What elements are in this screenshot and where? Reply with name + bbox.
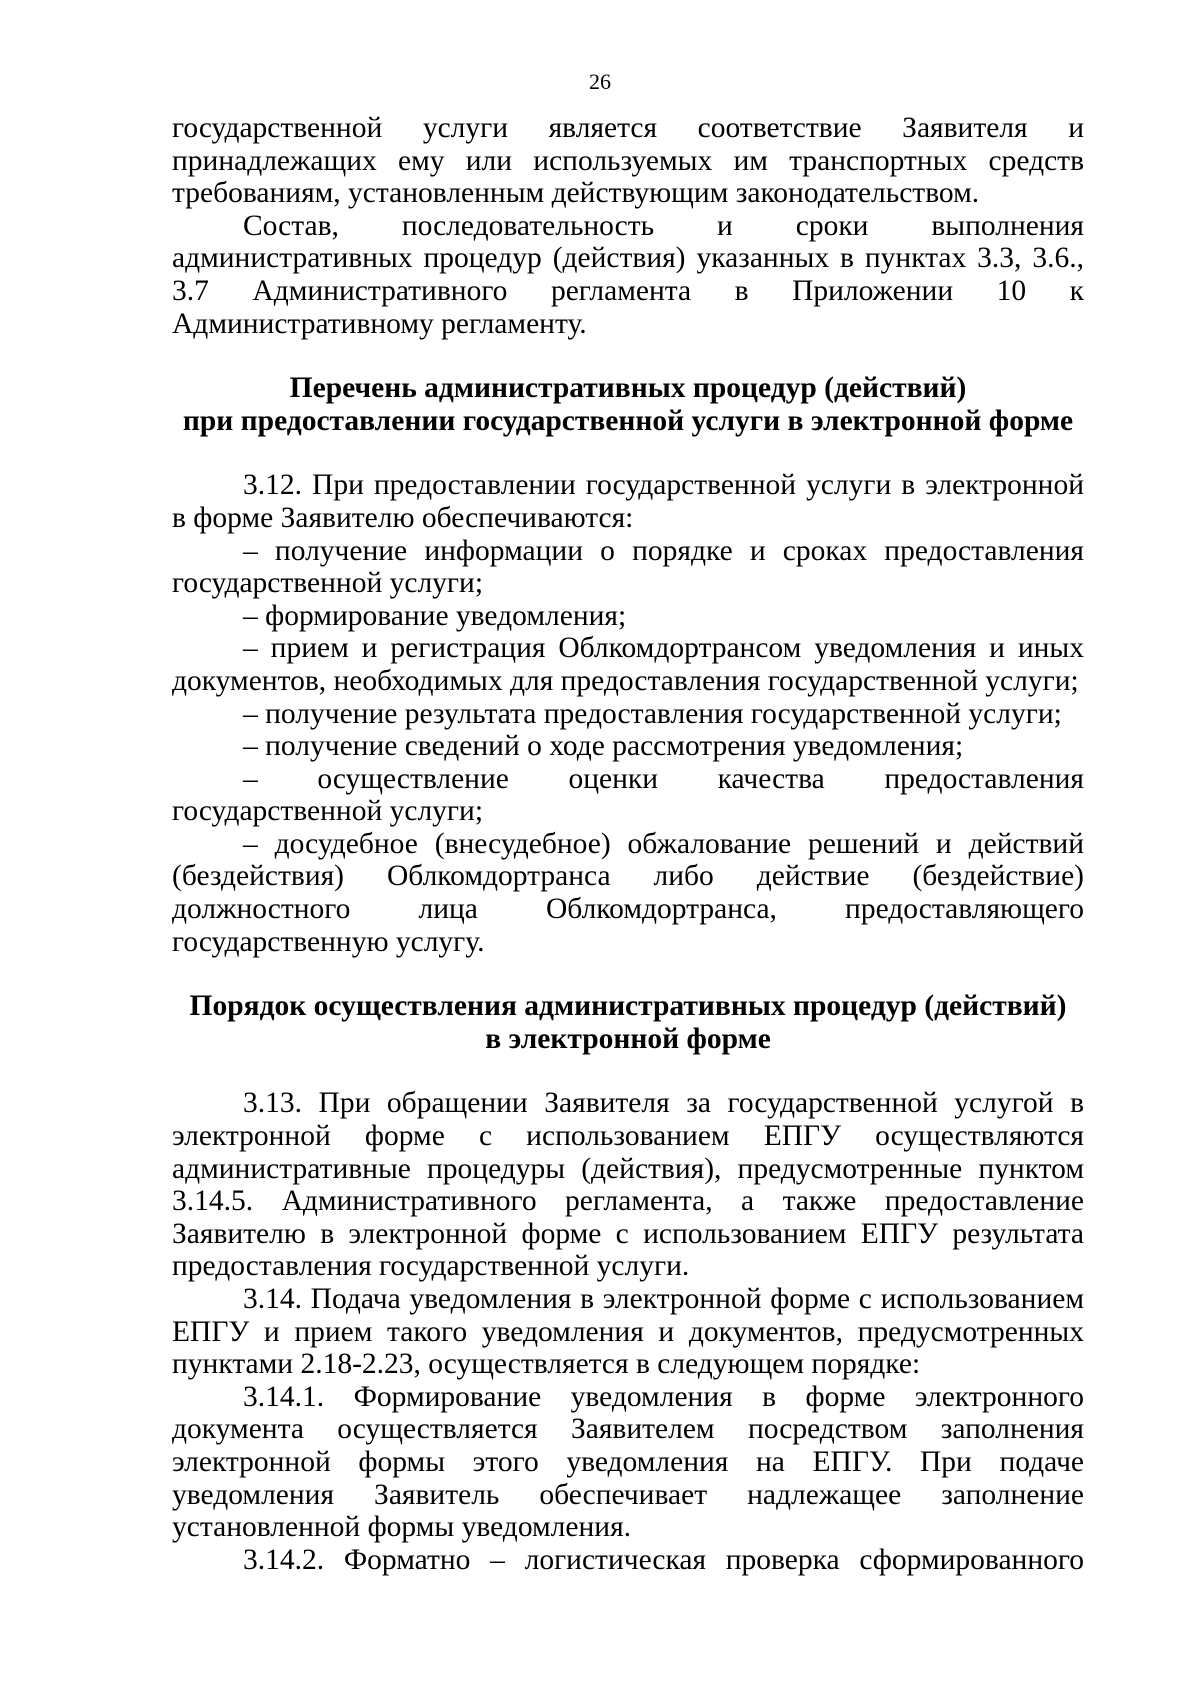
paragraph-continuation: государственной услуги является соответствие Заявителя и принадлежащих ему или используемых им транспортных средств требованиям, установленным действующим законодательством.: [172, 112, 1084, 210]
heading-procedures-order: [172, 990, 1084, 1055]
page-number: 26: [589, 69, 611, 94]
list-item: – формирование уведомления;: [243, 599, 627, 632]
heading-procedures-order-line1: Порядок осуществления административных процедур (действий): [189, 990, 1067, 1023]
list-item: – прием и регистрация Облкомдортрансом уведомления и иных документов, необходимых для предоставления государственной услуги;: [172, 632, 1084, 697]
list-item: – осуществление оценки качества предоставления государственной услуги;: [172, 762, 1084, 828]
paragraph-3-14-1: 3.14.1. Формирование уведомления в форме электронного документа осуществляется Заявителем посредством заполнения электронной формы этого уведомления на ЕПГУ. При подаче уведомления Заявитель обеспечивает надлежащее заполнение установленной формы уведомления.: [172, 1380, 1084, 1544]
paragraph-3-14-2: 3.14.2. Форматно – логистическая проверка сформированного: [243, 1543, 1084, 1576]
paragraph-3-14: 3.14. Подача уведомления в электронной форме с использованием ЕПГУ и прием такого уведомления и документов, предусмотренных пунктами 2.18-2.23, осуществляется в следующем порядке:: [172, 1283, 1084, 1381]
document-body: [172, 112, 1084, 1576]
heading-procedures-order-line2: в электронной форме: [485, 1022, 771, 1055]
list-item: – получение сведений о ходе рассмотрения уведомления;: [243, 730, 964, 763]
heading-procedures-list-line2: при предоставлении государственной услуги в электронной форме: [182, 404, 1074, 437]
heading-procedures-list-line1: Перечень административных процедур (действий): [289, 372, 967, 405]
paragraph-3-12-intro: 3.12. При предоставлении государственной услуги в электронной в форме Заявителю обеспечиваются:: [172, 469, 1084, 534]
heading-procedures-list: [172, 372, 1084, 437]
list-item: – досудебное (внесудебное) обжалование решений и действий (бездействия) Облкомдортранса либо действие (бездействие) должностного лица Облкомдортранса, предоставляющего государственную услугу.: [172, 827, 1084, 958]
list-item: – получение информации о порядке и сроках предоставления государственной услуги;: [172, 534, 1084, 600]
paragraph-composition: Состав, последовательность и сроки выполнения административных процедур (действия) указанных в пунктах 3.3, 3.6., 3.7 Административного регламента в Приложении 10 к Административному регламенту.: [172, 209, 1084, 340]
list-item: – получение результата предоставления государственной услуги;: [243, 697, 1062, 730]
paragraph-3-13: 3.13. При обращении Заявителя за государственной услугой в электронной форме с использованием ЕПГУ осуществляются административные процедуры (действия), предусмотренные пунктом 3.14.5. Административного регламента, а также предоставление Заявителю в электронной форме с использованием ЕПГУ результата предоставления государственной услуги.: [172, 1087, 1084, 1283]
